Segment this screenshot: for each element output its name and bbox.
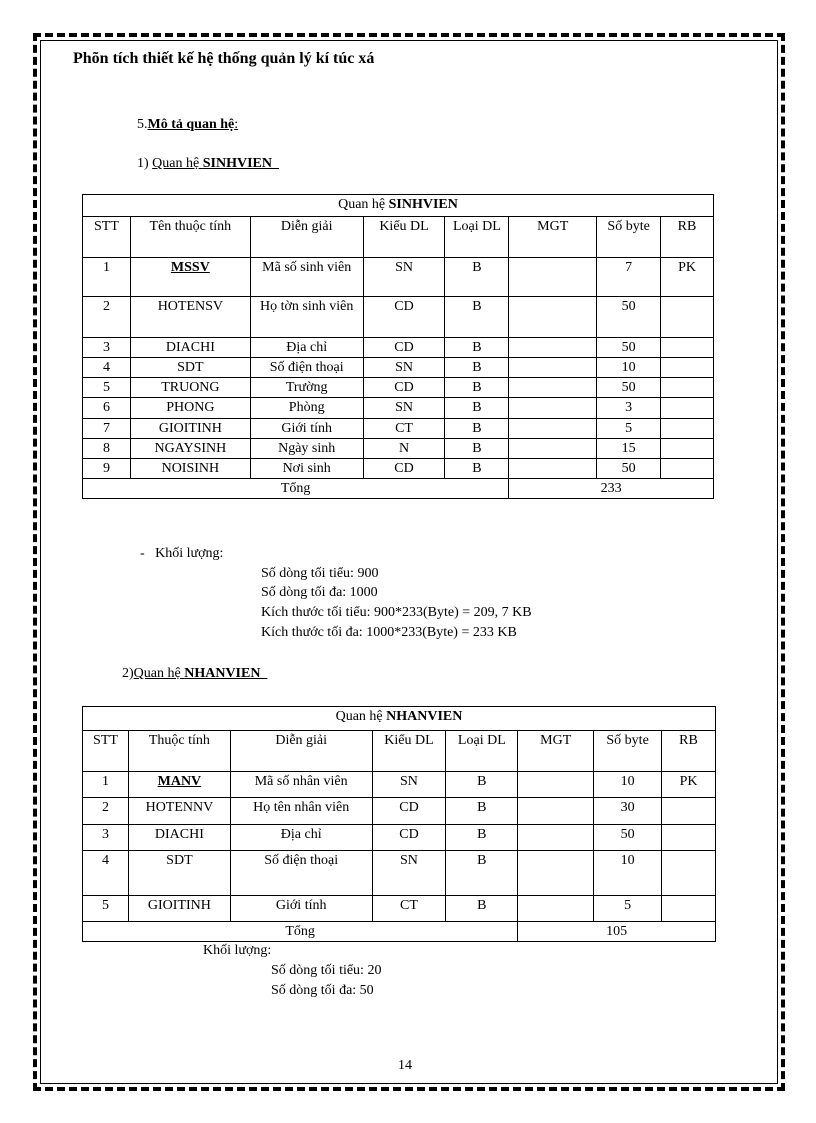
row-index: 7 bbox=[83, 419, 131, 439]
value-domain bbox=[509, 258, 597, 297]
constraint bbox=[661, 358, 714, 378]
relation-2-heading: 2)Quan hệ NHANVIEN bbox=[122, 666, 261, 681]
data-type: CD bbox=[363, 459, 445, 479]
constraint: PK bbox=[662, 772, 716, 798]
constraint bbox=[662, 896, 716, 922]
column-header: Số byte bbox=[594, 731, 662, 772]
byte-size: 50 bbox=[597, 338, 661, 358]
constraint bbox=[662, 798, 716, 825]
data-type: CD bbox=[372, 825, 446, 851]
table-row bbox=[83, 398, 714, 419]
attribute-name: DIACHI bbox=[128, 825, 230, 851]
byte-size: 7 bbox=[597, 258, 661, 297]
volume-2-line: Số dòng tối đa: 50 bbox=[271, 983, 374, 998]
attribute-description: Ngày sinh bbox=[250, 439, 363, 459]
value-domain bbox=[509, 378, 597, 398]
primary-key-name: MANV bbox=[157, 774, 202, 789]
attribute-description: Mã số sinh viên bbox=[250, 258, 363, 297]
value-domain bbox=[509, 358, 597, 378]
table-row bbox=[83, 825, 716, 851]
value-domain bbox=[509, 439, 597, 459]
row-index: 2 bbox=[83, 798, 129, 825]
data-kind: B bbox=[445, 459, 509, 479]
data-type: SN bbox=[363, 398, 445, 419]
page-number: 14 bbox=[398, 1058, 412, 1073]
row-index: 4 bbox=[83, 851, 129, 896]
data-type: CD bbox=[363, 297, 445, 338]
value-domain bbox=[509, 297, 597, 338]
relation-1-heading: 1) Quan hệ SINHVIEN bbox=[137, 156, 272, 171]
volume-1-line: Kích thước tối đa: 1000*233(Byte) = 233 KB bbox=[261, 625, 517, 640]
data-type: N bbox=[363, 439, 445, 459]
data-type: SN bbox=[372, 772, 446, 798]
attribute-name bbox=[130, 258, 250, 297]
table-row bbox=[83, 378, 714, 398]
attribute-name: PHONG bbox=[130, 398, 250, 419]
constraint bbox=[661, 297, 714, 338]
table-row bbox=[83, 772, 716, 798]
section-heading: 5.Mô tả quan hệ: bbox=[137, 117, 239, 132]
table-row bbox=[83, 896, 716, 922]
row-index: 6 bbox=[83, 398, 131, 419]
constraint bbox=[661, 439, 714, 459]
row-index: 5 bbox=[83, 896, 129, 922]
data-kind: B bbox=[445, 258, 509, 297]
volume-1-line: Số dòng tối tiểu: 900 bbox=[261, 566, 379, 581]
column-header: Diễn giải bbox=[230, 731, 372, 772]
row-index: 5 bbox=[83, 378, 131, 398]
data-kind: B bbox=[445, 358, 509, 378]
table-header-row bbox=[83, 217, 714, 258]
row-index: 1 bbox=[83, 772, 129, 798]
data-kind: B bbox=[446, 772, 518, 798]
table-row bbox=[83, 297, 714, 338]
value-domain bbox=[518, 798, 594, 825]
volume-2-line: Số dòng tối tiểu: 20 bbox=[271, 963, 382, 978]
attribute-name: TRUONG bbox=[130, 378, 250, 398]
row-index: 2 bbox=[83, 297, 131, 338]
attribute-name: HOTENNV bbox=[128, 798, 230, 825]
volume-1-label: - Khối lượng: bbox=[140, 546, 224, 561]
column-header: Thuộc tính bbox=[128, 731, 230, 772]
primary-key-name: MSSV bbox=[170, 260, 210, 275]
table-row bbox=[83, 419, 714, 439]
value-domain bbox=[518, 896, 594, 922]
column-header: Loại DL bbox=[446, 731, 518, 772]
data-type: SN bbox=[363, 258, 445, 297]
attribute-description: Trường bbox=[250, 378, 363, 398]
data-kind: B bbox=[445, 439, 509, 459]
table-row bbox=[83, 798, 716, 825]
table-row bbox=[83, 338, 714, 358]
table-caption: Quan hệ SINHVIEN bbox=[83, 195, 714, 217]
constraint: PK bbox=[661, 258, 714, 297]
total-label: Tổng bbox=[83, 922, 518, 942]
data-kind: B bbox=[445, 398, 509, 419]
attribute-description: Giới tính bbox=[230, 896, 372, 922]
attribute-description: Họ tờn sinh viên bbox=[250, 297, 363, 338]
attribute-description: Mã số nhân viên bbox=[230, 772, 372, 798]
constraint bbox=[661, 419, 714, 439]
value-domain bbox=[509, 459, 597, 479]
data-type: CD bbox=[363, 338, 445, 358]
table-row bbox=[83, 851, 716, 896]
constraint bbox=[662, 851, 716, 896]
data-kind: B bbox=[446, 798, 518, 825]
attribute-name: DIACHI bbox=[130, 338, 250, 358]
byte-size: 10 bbox=[597, 358, 661, 378]
total-label: Tổng bbox=[83, 479, 509, 499]
table-row bbox=[83, 258, 714, 297]
attribute-name: GIOITINH bbox=[128, 896, 230, 922]
column-header: Loại DL bbox=[445, 217, 509, 258]
table-row bbox=[83, 459, 714, 479]
value-domain bbox=[518, 825, 594, 851]
table-row bbox=[83, 439, 714, 459]
attribute-name: NGAYSINH bbox=[130, 439, 250, 459]
table-caption-row bbox=[83, 195, 714, 217]
constraint bbox=[662, 825, 716, 851]
data-kind: B bbox=[446, 825, 518, 851]
data-kind: B bbox=[445, 378, 509, 398]
column-header: RB bbox=[662, 731, 716, 772]
attribute-description: Phòng bbox=[250, 398, 363, 419]
volume-1-line: Số dòng tối đa: 1000 bbox=[261, 585, 378, 600]
data-kind: B bbox=[445, 338, 509, 358]
data-type: CD bbox=[363, 378, 445, 398]
data-kind: B bbox=[446, 851, 518, 896]
total-value: 233 bbox=[509, 479, 714, 499]
attribute-name: NOISINH bbox=[130, 459, 250, 479]
page-title: Phõn tích thiết kế hệ thống quản lý kí túc xá bbox=[73, 50, 375, 67]
total-row bbox=[83, 922, 716, 942]
sinhvien-table bbox=[82, 194, 714, 499]
data-kind: B bbox=[445, 297, 509, 338]
byte-size: 3 bbox=[597, 398, 661, 419]
attribute-name: SDT bbox=[130, 358, 250, 378]
data-kind: B bbox=[446, 896, 518, 922]
attribute-description: Giới tính bbox=[250, 419, 363, 439]
table-caption-row bbox=[83, 707, 716, 731]
table-header-row bbox=[83, 731, 716, 772]
attribute-description: Họ tên nhân viên bbox=[230, 798, 372, 825]
total-value: 105 bbox=[518, 922, 716, 942]
nhanvien-table bbox=[82, 706, 716, 942]
byte-size: 10 bbox=[594, 851, 662, 896]
byte-size: 30 bbox=[594, 798, 662, 825]
column-header: MGT bbox=[518, 731, 594, 772]
row-index: 1 bbox=[83, 258, 131, 297]
byte-size: 50 bbox=[597, 459, 661, 479]
attribute-description: Số điện thoại bbox=[230, 851, 372, 896]
value-domain bbox=[509, 398, 597, 419]
byte-size: 5 bbox=[597, 419, 661, 439]
data-kind: B bbox=[445, 419, 509, 439]
data-type: CD bbox=[372, 798, 446, 825]
table-row bbox=[83, 358, 714, 378]
column-header: MGT bbox=[509, 217, 597, 258]
data-type: SN bbox=[363, 358, 445, 378]
attribute-name: HOTENSV bbox=[130, 297, 250, 338]
attribute-description: Nơi sinh bbox=[250, 459, 363, 479]
row-index: 8 bbox=[83, 439, 131, 459]
column-header: Kiểu DL bbox=[363, 217, 445, 258]
constraint bbox=[661, 398, 714, 419]
constraint bbox=[661, 378, 714, 398]
byte-size: 5 bbox=[594, 896, 662, 922]
row-index: 3 bbox=[83, 825, 129, 851]
table-caption: Quan hệ NHANVIEN bbox=[83, 707, 716, 731]
column-header: RB bbox=[661, 217, 714, 258]
value-domain bbox=[518, 772, 594, 798]
data-type: CT bbox=[363, 419, 445, 439]
constraint bbox=[661, 459, 714, 479]
byte-size: 15 bbox=[597, 439, 661, 459]
column-header: Số byte bbox=[597, 217, 661, 258]
column-header: Diễn giải bbox=[250, 217, 363, 258]
attribute-name: SDT bbox=[128, 851, 230, 896]
attribute-name bbox=[128, 772, 230, 798]
constraint bbox=[661, 338, 714, 358]
row-index: 3 bbox=[83, 338, 131, 358]
byte-size: 10 bbox=[594, 772, 662, 798]
attribute-description: Số điện thoại bbox=[250, 358, 363, 378]
value-domain bbox=[509, 338, 597, 358]
volume-2-label: Khối lượng: bbox=[203, 943, 272, 958]
value-domain bbox=[518, 851, 594, 896]
row-index: 4 bbox=[83, 358, 131, 378]
column-header: Tên thuộc tính bbox=[130, 217, 250, 258]
byte-size: 50 bbox=[597, 297, 661, 338]
total-row bbox=[83, 479, 714, 499]
data-type: SN bbox=[372, 851, 446, 896]
value-domain bbox=[509, 419, 597, 439]
column-header: STT bbox=[83, 217, 131, 258]
volume-1-line: Kích thước tối tiểu: 900*233(Byte) = 209, 7 KB bbox=[261, 605, 532, 620]
attribute-description: Địa chỉ bbox=[230, 825, 372, 851]
byte-size: 50 bbox=[597, 378, 661, 398]
attribute-name: GIOITINH bbox=[130, 419, 250, 439]
attribute-description: Địa chỉ bbox=[250, 338, 363, 358]
row-index: 9 bbox=[83, 459, 131, 479]
byte-size: 50 bbox=[594, 825, 662, 851]
column-header: STT bbox=[83, 731, 129, 772]
column-header: Kiểu DL bbox=[372, 731, 446, 772]
data-type: CT bbox=[372, 896, 446, 922]
